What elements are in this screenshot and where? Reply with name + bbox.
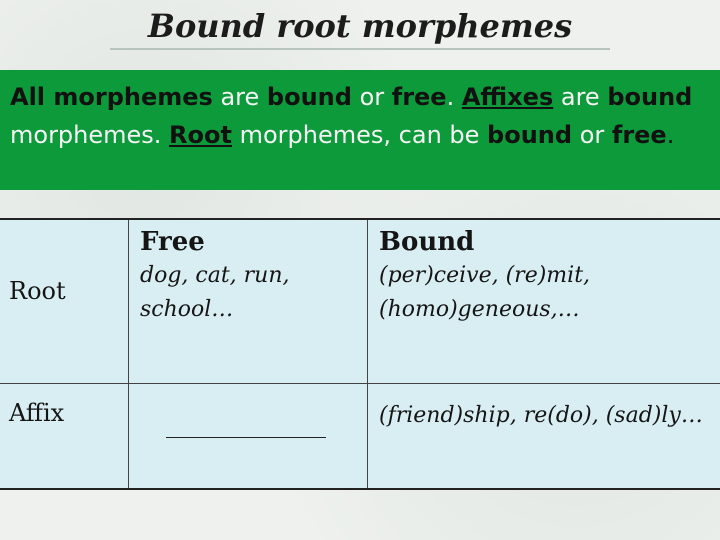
row-label-affix: Affix [9,398,65,427]
bound-root-cell [368,219,720,383]
table-row-affix [0,383,720,489]
intro-text-affixes: Affixes [461,83,554,111]
bound-affix-examples: (friend)ship, re(do), (sad)ly… [379,402,703,428]
intro-text: . [446,83,462,111]
intro-text-free: free [611,121,667,149]
intro-text-bound: bound [487,121,573,149]
intro-box [0,70,720,190]
intro-text-all-morphemes: All morphemes [10,83,213,111]
intro-text: morphemes, can be [231,121,488,149]
column-header-bound: Bound [379,227,475,257]
empty-blank-line [166,437,326,438]
intro-text: . [666,121,675,149]
row-label-cell [0,383,129,489]
intro-text-bound: bound [266,83,352,111]
intro-text: are [553,83,608,111]
free-affix-cell [129,383,368,489]
bound-root-examples: (per)ceive, (re)mit, (homo)geneous,… [379,263,591,322]
free-root-cell [129,219,368,383]
bound-affix-cell [368,383,720,489]
intro-text: or [572,121,612,149]
intro-text-bound: bound [607,83,693,111]
row-label-root: Root [9,277,66,305]
intro-text: or [351,83,392,111]
free-root-examples: dog, cat, run, school… [140,263,290,322]
column-header-free: Free [140,227,205,257]
intro-text-root: Root [169,121,232,149]
slide-title: Bound root morphemes [147,7,573,45]
morpheme-table [0,218,720,490]
table-row-root [0,219,720,383]
intro-text: are [212,83,267,111]
intro-text: morphemes. [10,121,170,149]
title-divider [110,48,610,50]
row-label-cell [0,219,129,383]
intro-text-free: free [391,83,447,111]
